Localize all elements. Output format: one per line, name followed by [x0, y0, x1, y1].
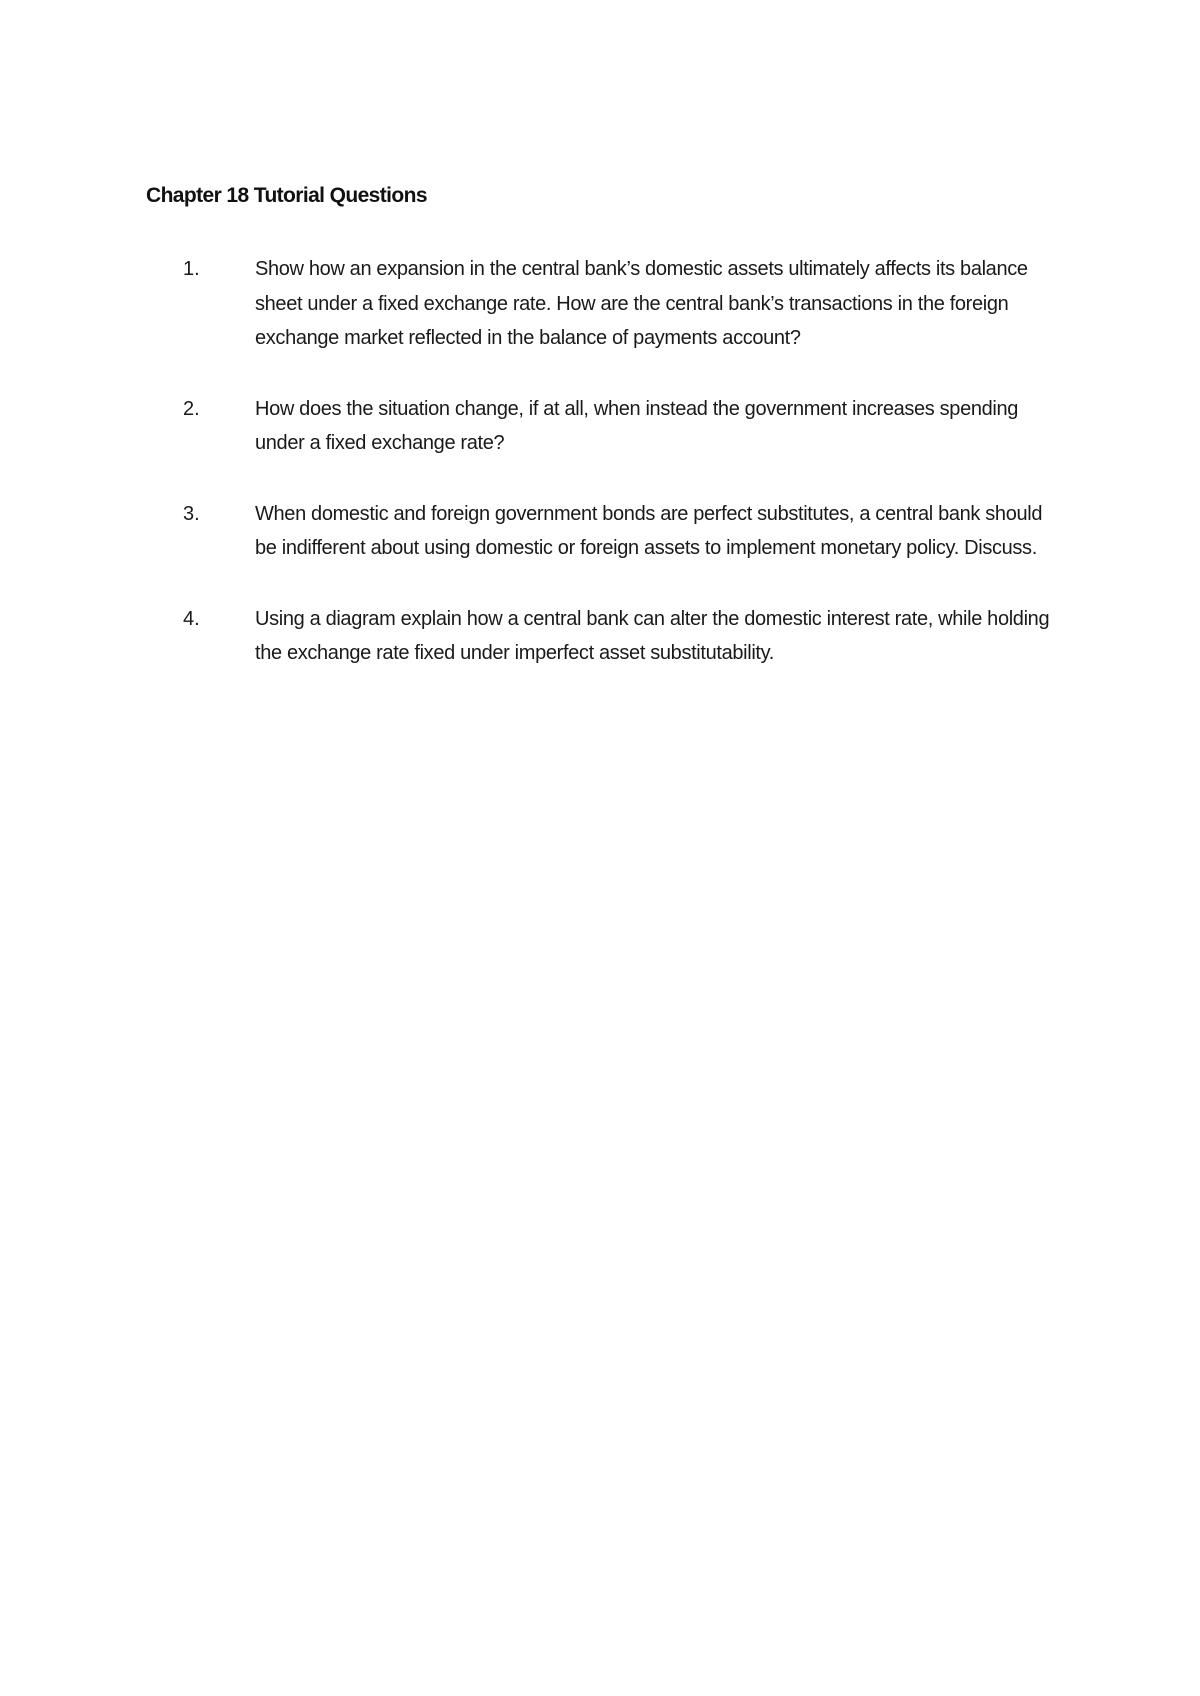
question-text: Using a diagram explain how a central bank can alter the domestic interest rate, while holding the exchange rate fixed under imperfect asset substitutability.	[255, 607, 1050, 664]
question-item	[146, 497, 1066, 566]
question-text: How does the situation change, if at all, when instead the government increases spending under a fixed exchange rate?	[255, 397, 1019, 454]
question-item	[146, 252, 1066, 356]
question-number: 4.	[183, 607, 200, 630]
question-item	[146, 392, 1066, 461]
question-number: 1.	[183, 258, 200, 280]
question-list	[146, 252, 1066, 707]
question-number: 3.	[183, 502, 200, 525]
document-title: Chapter 18 Tutorial Questions	[146, 184, 427, 207]
question-item	[146, 602, 1066, 671]
question-number: 2.	[183, 397, 200, 420]
question-text: When domestic and foreign government bonds are perfect substitutes, a central bank should be indifferent about using domestic or foreign assets to implement monetary policy. Discuss.	[255, 502, 1043, 559]
question-text: Show how an expansion in the central bank’s domestic assets ultimately affects its balance sheet under a fixed exchange rate. How are the central bank’s transactions in the foreign exchange market reflected in the balance of payments account?	[255, 258, 1028, 349]
